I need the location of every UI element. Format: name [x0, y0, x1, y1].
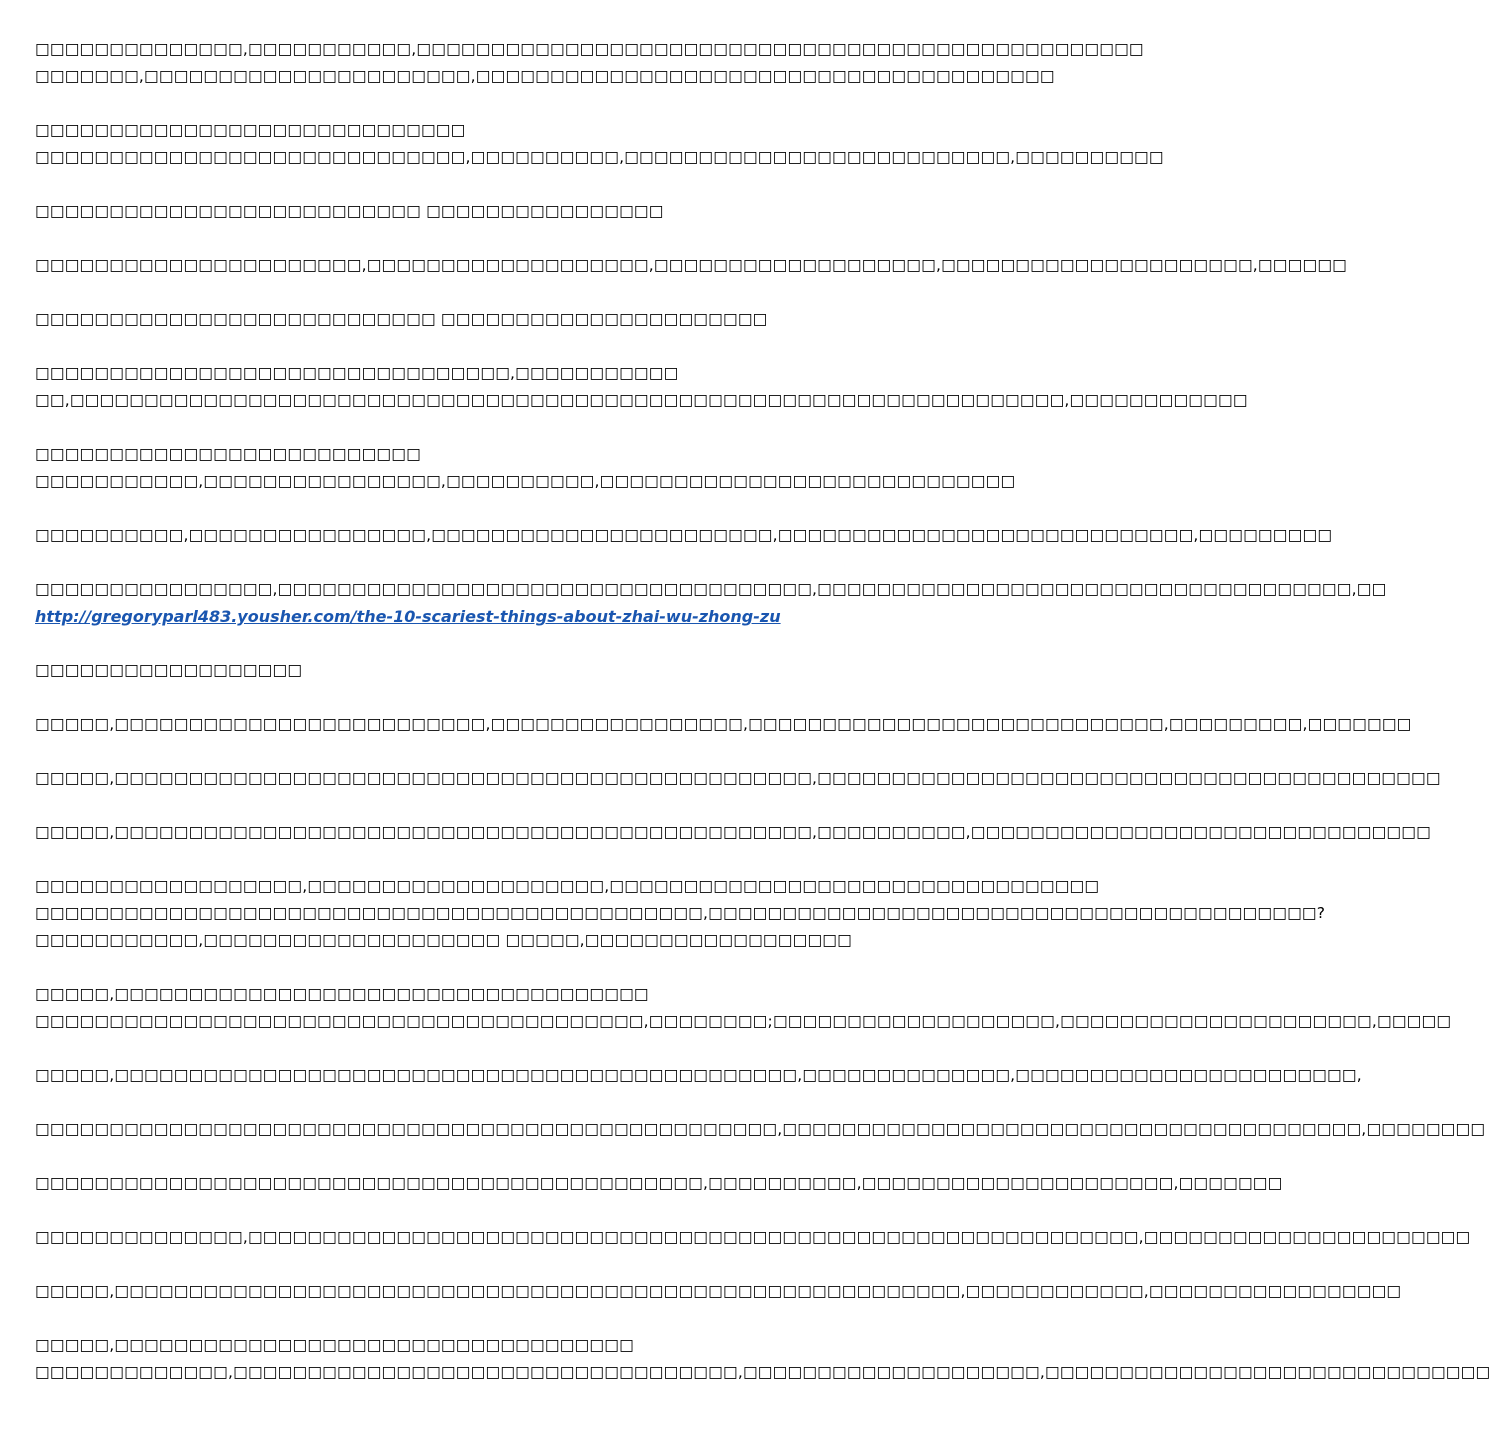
text-line: □□□□□□□□□□□□□□□□□□□□□□□□□□□□□□□□□□□□□□□□□□□□□,□□□□□□□□□□□□□□□□□□□□□□□□□□□□□□□□□□□□□□□□□?: [35, 904, 1326, 922]
paragraph: [35, 252, 1348, 279]
document-body: [35, 36, 1490, 1413]
paragraph: [35, 198, 990, 225]
text-line: □□□□□,□□□□□□□□□□□□□□□□□□□□□□□□□□□□□□□□□□□□: [35, 985, 649, 1003]
text-line: □□□□□,□□□□□□□□□□□□□□□□□□□□□□□□□□□□□□□□□□□□□□□□□□□□□□□,□□□□□□□□□□□□□□□□□□□□□□□□□□□□□□□□□□□□□□□□□□: [35, 769, 1441, 787]
paragraph: [35, 819, 1431, 846]
text-line: □□,□□□□□□□□□□□□□□□□□□□□□□□□□□□□□□□□□□□□□□□□□□□□□□□□□□□□□□□□□□□□□□□□□□□,□□□□□□□□□□□□: [35, 391, 1248, 409]
text-line: □□□□□□□□□□□,□□□□□□□□□□□□□□□□,□□□□□□□□□□,□□□□□□□□□□□□□□□□□□□□□□□□□□□□: [35, 472, 1016, 490]
text-line: □□□□□□□□□□,□□□□□□□□□□□□□□□□,□□□□□□□□□□□□□□□□□□□□□□□,□□□□□□□□□□□□□□□□□□□□□□□□□□□□,□□□□□□□□□: [35, 526, 1333, 544]
paragraph: [35, 873, 1326, 954]
text-line: □□□□□□□□□□□□□□□□□□□□□□□□□□□□□□□□□□□□□□□□□,□□□□□□□□;□□□□□□□□□□□□□□□□□□□,□□□□□□□□□□□□□□□□□□□□□,□□□□□: [35, 1012, 1452, 1030]
text-line: □□□□□□□□□□□□□□,□□□□□□□□□□□,□□□□□□□□□□□□□□□□□□□□□□□□□□□□□□□□□□□□□□□□□□□□□□□□□: [35, 40, 1144, 58]
text-line: □□□□□□□□□□□□□□□□□□□□□□□□□□□□□,□□□□□□□□□□,□□□□□□□□□□□□□□□□□□□□□□□□□□,□□□□□□□□□□: [35, 148, 1164, 166]
paragraph: [35, 441, 1016, 495]
text-line: □□□□□□□,□□□□□□□□□□□□□□□□□□□□□□,□□□□□□□□□□□□□□□□□□□□□□□□□□□□□□□□□□□□□□□: [35, 67, 1055, 85]
text-line: □□□□□□□□□□□□□□□□,□□□□□□□□□□□□□□□□□□□□□□□□□□□□□□□□□□□□,□□□□□□□□□□□□□□□□□□□□□□□□□□□□□□□□□□□□,□□: [35, 580, 1387, 598]
paragraph: [35, 1224, 1471, 1251]
text-line: □□□□□□□□□□□□□□□□□□□□□□□□□□□□□: [35, 121, 466, 139]
paragraph: [35, 522, 1333, 549]
paragraph: [35, 711, 1412, 738]
text-line: □□□□□□□□□□□□□,□□□□□□□□□□□□□□□□□□□□□□□□□□□□□□□□□□,□□□□□□□□□□□□□□□□□□□□,□□□□□□□□□□□□□□□□□□□□□□□□□□□□□□: [35, 1363, 1490, 1381]
text-line: □□□□□□□□□□□□□□□□□□□□□□,□□□□□□□□□□□□□□□□□□□,□□□□□□□□□□□□□□□□□□□,□□□□□□□□□□□□□□□□□□□□□,□□□□□□: [35, 256, 1348, 274]
paragraph: [35, 576, 1387, 630]
paragraph: [35, 1278, 1402, 1305]
article-link[interactable]: http://gregoryparl483.yousher.com/the-10-scariest-things-about-zhai-wu-zhong-zu: [35, 607, 781, 626]
text-line: □□□□□□□□□□□,□□□□□□□□□□□□□□□□□□□□ □□□□□,□□□□□□□□□□□□□□□□□□: [35, 931, 852, 949]
text-line: □□□□□□□□□□□□□□□□□□□□□□□□□□ □□□□□□□□□□□□□□□□: [35, 202, 664, 220]
paragraph: [35, 360, 1248, 414]
paragraph: [35, 36, 1144, 90]
text-line: □□□□□□□□□□□□□□□□□□: [35, 661, 303, 679]
text-line: □□□□□□□□□□□□□□,□□□□□□□□□□□□□□□□□□□□□□□□□□□□□□□□□□□□□□□□□□□□□□□□□□□□□□□□□□□□,□□□□□□□□□□□□□□□□□□□□□□: [35, 1228, 1471, 1246]
paragraph: [35, 657, 990, 684]
text-line: □□□□□,□□□□□□□□□□□□□□□□□□□□□□□□□□□□□□□□□□□□□□□□□□□□□□□,□□□□□□□□□□,□□□□□□□□□□□□□□□□□□□□□□□□□□□□□□□: [35, 823, 1431, 841]
paragraph: [35, 1170, 1283, 1197]
paragraph: [35, 306, 990, 333]
text-line: □□□□□□□□□□□□□□□□□□□□□□□□□□□□□□□□,□□□□□□□□□□□: [35, 364, 679, 382]
text-line: □□□□□□□□□□□□□□□□□□,□□□□□□□□□□□□□□□□□□□□,□□□□□□□□□□□□□□□□□□□□□□□□□□□□□□□□□: [35, 877, 1100, 895]
paragraph: [35, 117, 1164, 171]
text-line: □□□□□□□□□□□□□□□□□□□□□□□□□□□□□□□□□□□□□□□□□□□□□□□□□□,□□□□□□□□□□□□□□□□□□□□□□□□□□□□□□□□□□□□□□□,□□□□□□□□: [35, 1120, 1486, 1138]
text-line: □□□□□,□□□□□□□□□□□□□□□□□□□□□□□□□,□□□□□□□□□□□□□□□□□,□□□□□□□□□□□□□□□□□□□□□□□□□□□□,□□□□□□□□□,□□□□□□□: [35, 715, 1412, 733]
text-line: □□□□□,□□□□□□□□□□□□□□□□□□□□□□□□□□□□□□□□□□□□□□□□□□□□□□,□□□□□□□□□□□□□□,□□□□□□□□□□□□□□□□□□□□□□□,: [35, 1066, 1362, 1084]
paragraph: [35, 1116, 1486, 1143]
paragraph: [35, 1062, 1362, 1089]
text-line: □□□□□,□□□□□□□□□□□□□□□□□□□□□□□□□□□□□□□□□□□: [35, 1336, 634, 1354]
text-line: □□□□□□□□□□□□□□□□□□□□□□□□□□: [35, 445, 421, 463]
text-line: □□□□□,□□□□□□□□□□□□□□□□□□□□□□□□□□□□□□□□□□□□□□□□□□□□□□□□□□□□□□□□□,□□□□□□□□□□□□,□□□□□□□□□□□□□□□□□: [35, 1282, 1402, 1300]
text-line: □□□□□□□□□□□□□□□□□□□□□□□□□□□ □□□□□□□□□□□□□□□□□□□□□□: [35, 310, 768, 328]
paragraph: [35, 981, 1452, 1035]
text-line: □□□□□□□□□□□□□□□□□□□□□□□□□□□□□□□□□□□□□□□□□□□□□,□□□□□□□□□□,□□□□□□□□□□□□□□□□□□□□□,□□□□□□□: [35, 1174, 1283, 1192]
paragraph: [35, 1332, 1490, 1386]
paragraph: [35, 765, 1441, 792]
